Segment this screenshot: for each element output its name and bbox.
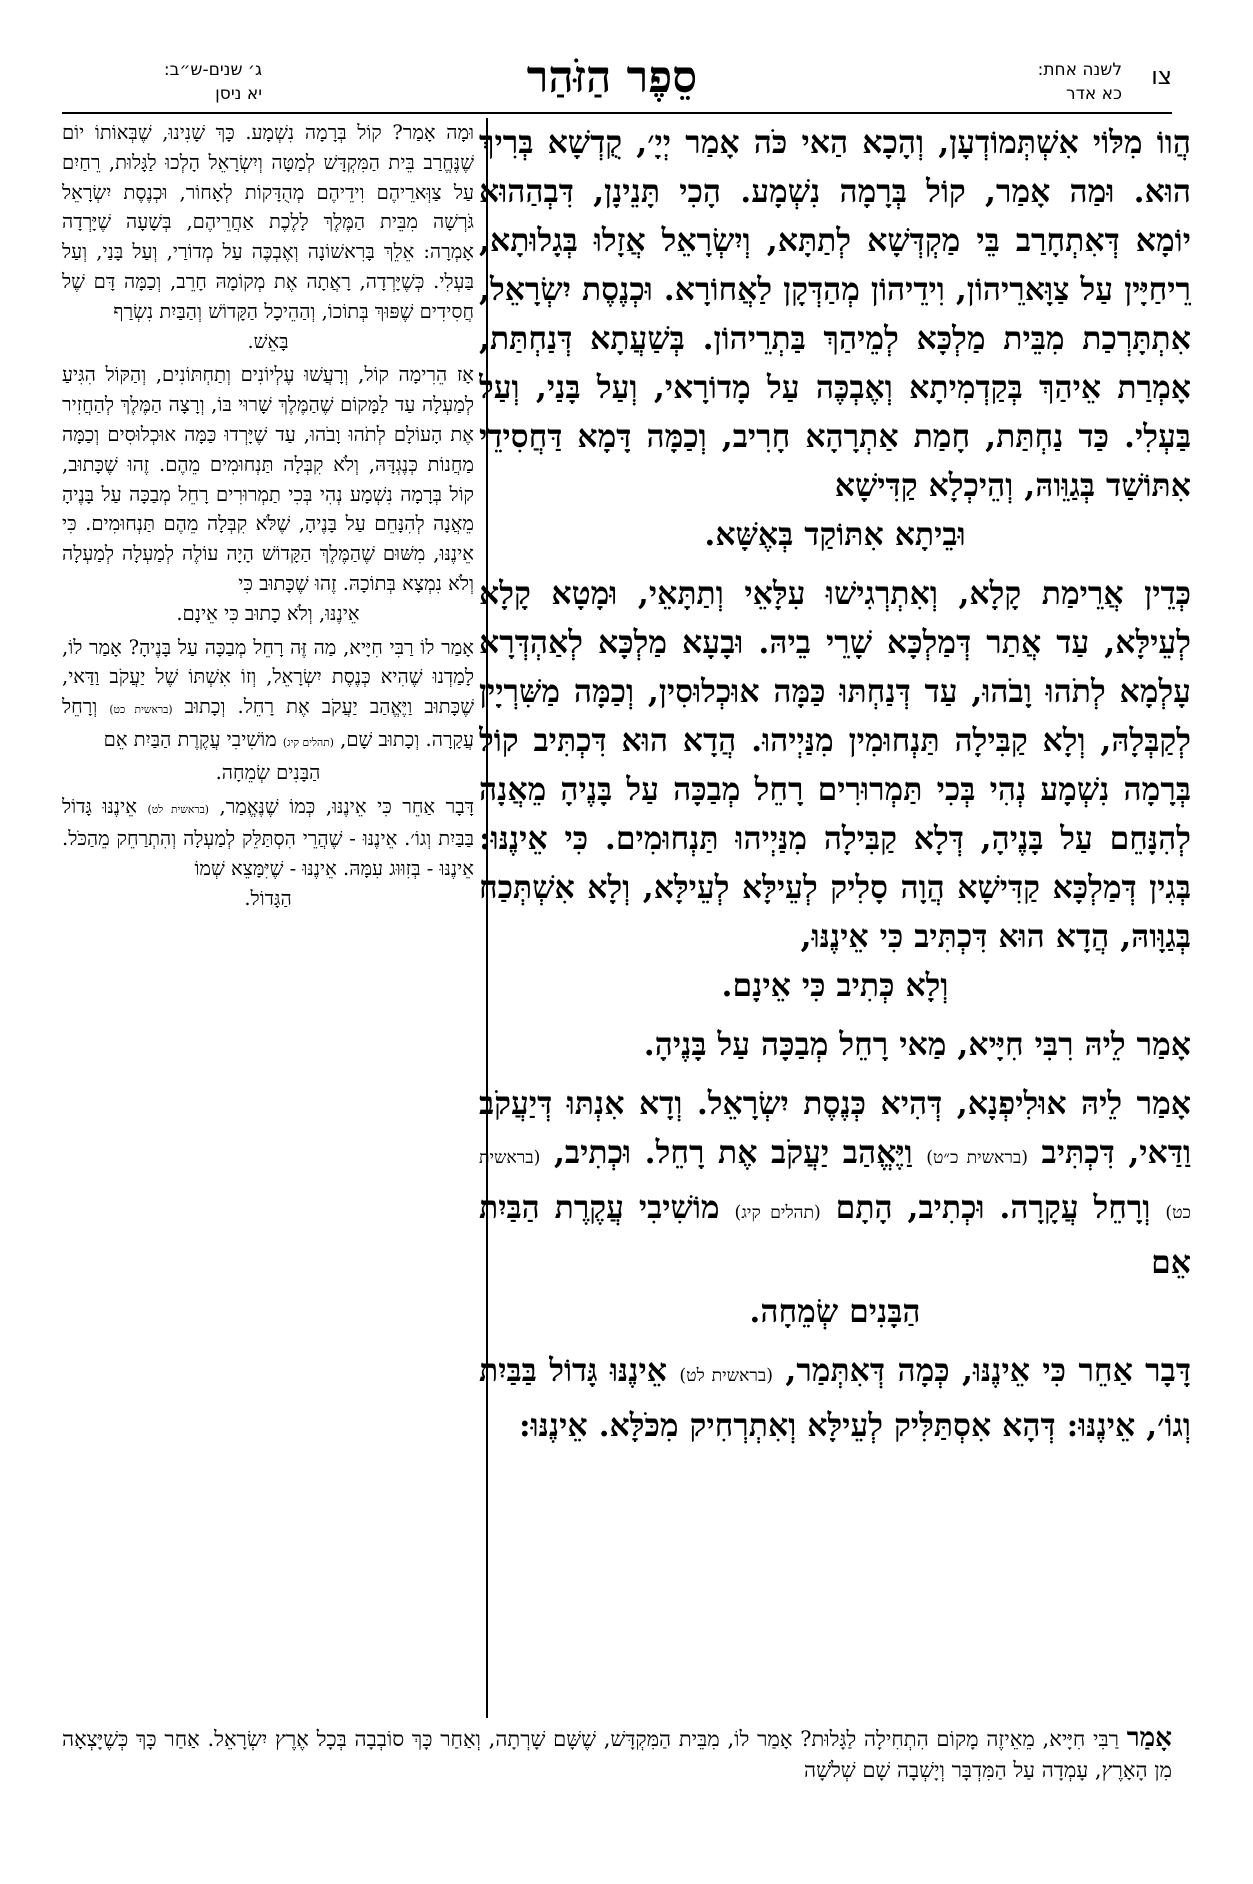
main-p2-end: וְלָא כְּתִיב כִּי אֵינָם.: [721, 967, 949, 1004]
side-s3-text-c: מוֹשִׁיבִי עֲקֶרֶת הַבַּיִת אֵם: [103, 727, 277, 751]
side-s4-ref: (בראשית לט): [147, 802, 209, 816]
bottom-translation: [62, 1722, 1172, 1786]
main-paragraph-1: [479, 118, 1191, 559]
side-s3-ref-1: (בראשית כט): [109, 703, 173, 717]
main-paragraph-5: [479, 1346, 1191, 1450]
main-p4-text-d: מוֹשִׁיבִי עֲקֶרֶת הַבַּיִת אֵם: [479, 1189, 1191, 1281]
side-s3-end: הַבָּנִים שְׂמֵחָה.: [215, 760, 321, 784]
hebrew-translation-column: [62, 118, 474, 1718]
page-header: [62, 50, 1172, 110]
side-paragraph-1: [62, 118, 474, 356]
schedule-three-years-label: ג׳ שנים-ש״ב:: [163, 60, 262, 80]
main-p4-ref-3: (תהלים קיג): [734, 1203, 821, 1223]
main-paragraph-3: [479, 1020, 1191, 1069]
side-s4-text: דָּבָר אַחֵר כִּי אֵינֶנּוּ, כְּמוֹ שֶׁנֶּאֱמַר,: [219, 794, 474, 818]
aramaic-column: [479, 118, 1191, 1873]
header-rule: [62, 112, 1172, 114]
schedule-three-years: [62, 58, 262, 106]
main-p4-end: הַבָּנִים שְׂמֵחָה.: [749, 1293, 921, 1330]
side-s1-text: וּמָה אָמַר? קוֹל בְּרָמָה נִשְׁמָע. כָּךְ שָׁנִינוּ, שֶׁבְּאוֹתוֹ יוֹם שֶׁנֶּחֱרַב בֵּית הַמִּקְדָּשׁ לְמַטָּה וְיִשְׂרָאֵל הָלְכוּ לַגָּלוּת, רֵחַיִם עַל צַוְּארֵיהֶם וִידֵיהֶם מְהֻדָּקוֹת לְאָחוֹר, וּכְנֶסֶת יִשְׂרָאֵל גֹּרְשָׁה מִבֵּית הַמֶּלֶךְ לָלֶכֶת אַחֲרֵיהֶם, בְּשָׁעָה שֶׁיָּרְדָה אָמְרָה: אֵלֵךְ בָּרִאשׁוֹנָה וְאֶבְכֶּה עַל מְדוֹרַי, וְעַל בָּנַי, וְעַל בַּעְלִי. כְּשֶׁיָּרְדָה, רָאֲתָה אֶת מְקוֹמָהּ חָרֵב, וְכַמָּה דָּם שֶׁל חֲסִידִים שֶׁפּוּךְ בְּתוֹכוֹ, וְהַהֵיכָל הַקָּדוֹשׁ וְהַבַּיִת נִשְׂרַף: [62, 121, 474, 323]
main-p5-text: דָּבָר אַחֵר כִּי אֵינֶנּוּ, כְּמָה דְּאִתְּמַר,: [785, 1352, 1191, 1389]
main-p4-ref-2: (בראשית כט): [479, 1148, 1191, 1223]
side-paragraph-2: [62, 360, 474, 628]
side-s2-end: אֵינֶנּוּ, וְלֹא כָתוּב כִּי אֵינָם.: [176, 601, 360, 625]
main-p5-text-b: אֵינֶנּוּ גָּדוֹל בַּבַּיִת וְגוֹ׳, אֵינֶנּוּ: דְּהָא אִסְתַּלִּיק לְעֵילָּא וְאִתְרְחִיק מִכֹּלָּא. אֵינֶנּוּ:: [479, 1352, 1191, 1444]
book-title: סֵפֶר הַזֹּהַר: [526, 52, 698, 103]
main-p1-end: וּבֵיתָא אִתּוֹקַד בְּאֶשָּׁא.: [704, 516, 966, 553]
schedule-one-year-date: כא אדר: [1066, 84, 1122, 104]
schedule-three-years-date: יא ניסן: [215, 84, 262, 104]
schedule-one-year: [1038, 58, 1122, 106]
main-p4-ref-1: (בראשית כ״ט): [926, 1148, 1028, 1168]
side-s2-text: אָז הֵרִימָה קוֹל, וְרָעֲשׁוּ עֶלְיוֹנִים וְתַחְתּוֹנִים, וְהַקּוֹל הִגִּיעַ לְמַעְלָה עַד לַמָּקוֹם שֶׁהַמֶּלֶךְ שָׁרוּי בּוֹ, וְרָצָה הַמֶּלֶךְ לְהַחֲזִיר אֶת הָעוֹלָם לְתֹהוּ וָבֹהוּ, עַד שֶׁיָּרְדוּ כַּמָּה אוּכְלוּסִים וְכַמָּה מַחֲנוֹת כְּנֶגְדָּהּ, וְלֹא קִבְּלָה תַּנְחוּמִים מֵהֶם. זֶהוּ שֶׁכָּתוּב, קוֹל בְּרָמָה נִשְׁמָע נְהִי בְּכִי תַמְרוּרִים רָחֵל מְבַכָּה עַל בָּנֶיהָ מֵאֲנָה לְהִנָּחֵם עַל בָּנֶיהָ, שֶׁלֹּא קִבְּלָה מֵהֶם תַּנְחוּמִים. כִּי אֵינֶנּוּ, מִשּׁוּם שֶׁהַמֶּלֶךְ הַקָּדוֹשׁ הָיָה עוֹלֶה לְמַעְלָה לְמַעְלָה וְלֹא נִמְצָא בְּתוֹכָהּ. זֶהוּ שֶׁכָּתוּב כִּי: [62, 363, 474, 595]
side-s3-text: אָמַר לוֹ רַבִּי חִיָּיא, מַה זֶּה רָחֵל מְבַכָּה עַל בָּנֶיהָ? אָמַר לוֹ, לָמַדְנוּ שֶׁהִיא כְּנֶסֶת יִשְׂרָאֵל, וְזוֹ אִשְׁתּוֹ שֶׁל יַעֲקֹב וַדַּאי, שֶׁכָּתוּב וַיֶּאֱהַב יַעֲקֹב אֶת רָחֵל. וְכָתוּב: [62, 635, 474, 719]
side-paragraph-3: [62, 633, 474, 788]
column-divider: [486, 118, 488, 1718]
side-s4-text-b: אֵינֶנּוּ גָּדוֹל בַּבַּיִת וְגוֹ׳. אֵינֶנּוּ - שֶׁהֲרֵי הִסְתַּלֵּק לְמַעְלָה וְהִתְרַחֵק מֵהַכֹּל. אֵינֶנּוּ - בְּזִוּוּג עִמָּהּ. אֵינֶנּוּ - שֶׁיִּמָּצֵא שְׁמוֹ: [62, 794, 474, 881]
main-p5-ref: (בראשית לט): [679, 1366, 773, 1386]
main-paragraph-2: [479, 569, 1191, 1010]
side-paragraph-4: [62, 792, 474, 914]
side-s3-ref-2: (תהלים קיג): [282, 735, 334, 749]
bottom-lead-word: אָמַר: [1126, 1722, 1172, 1753]
side-s1-end: בָּאֵשׁ.: [247, 329, 289, 353]
side-s4-end: הַגָּדוֹל.: [244, 886, 292, 910]
main-p2-text: כְּדֵין אֲרֵימַת קָלָא, וְאִתְרְגִישׁוּ עִלָּאֵי וְתַתָּאֵי, וּמָטָא קָלָא לְעֵילָּא, עַד אֲתַר דְּמַלְכָּא שָׁרֵי בֵיהּ. וּבָעָא מַלְכָּא לְאַהְדְּרָא עָלְמָא לְתֹהוּ וָבֹהוּ, עַד דְּנַחְתּוּ כַּמָּה אוּכְלוּסִין, וְכַמָּה מַשִּׁרְיָין לְקַבְּלָהּ, וְלָא קַבִּילָה תַּנְחוּמִין מִנַּיְיהוּ. הֲדָא הוּא דִּכְתִּיב קוֹל בְּרָמָה נִשְׁמָע נְהִי בְּכִי תַּמְרוּרִים רָחֵל מְבַכָּה עַל בָּנֶיהָ מֵאֲנָה לְהִנָּחֵם עַל בָּנֶיהָ, דְּלָא קַבִּילָה מִנַּיְיהוּ תַּנְחוּמִים. כִּי אֵינֶנּוּ: בְּגִין דְּמַלְכָּא קַדִּישָׁא הֲוָה סָלִיק לְעֵילָּא לְעֵילָּא, וְלָא אִשְׁתְּכַח בְּגַוָּוהּ, הֲדָא הוּא דִּכְתִּיב כִּי אֵינֶנּוּ,: [479, 575, 1191, 955]
main-p4-text-c: וְרָחֵל עֲקָרָה. וּכְתִיב, הָתָם: [835, 1189, 1151, 1226]
page-number: צו: [1151, 62, 1172, 90]
main-p1-text: הֲווֹ מִלּוֹי אִשְׁתְּמוֹדְעָן, וְהָכָא הַאי כֹּה אָמַר יְיָ׳, קֻדְשָׁא בְּרִיךְ הוּא. וּמַה אָמַר, קוֹל בְּרָמָה נִשְׁמָע. הָכִי תָּנֵינָן, דִּבְהַהוּא יוֹמָא דְּאִתְחָרַב בֵּי מַקְדְּשָׁא לְתַתָּא, וְיִשְׂרָאֵל אֲזָלוּ בְּגָלוּתָא, רֵיחַיָּין עַל צַוָּארֵיהוֹן, וִידֵיהוֹן מְהַדְּקָן לַאֲחוֹרָא. וּכְנֶסֶת יִשְׂרָאֵל, אִתְתָּרְכַת מִבֵּית מַלְכָּא לְמֵיהַךְ בַּתְרֵיהוֹן. בְּשַׁעֲתָא דְּנַחְתַּת, אָמְרַת אֵיהַךְ בְּקַדְמִיתָא וְאֶבְכֶּה עַל מָדוֹרָאי, וְעַל בָּנַי, וְעַל בַּעְלִי. כַּד נַחְתַּת, חָמַת אַתְרָהָא חָרִיב, וְכַמָּה דָּמָא דַּחֲסִידֵי אִתּוֹשַׁד בְּגַוֵּוהּ, וְהֵיכְלָא קַדִּישָׁא: [479, 124, 1191, 504]
main-p4-text: אָמַר לֵיהּ אוּלִיפְנָא, דְּהִיא כְּנֶסֶת יִשְׂרָאֵל. וְדָא אִנְתּוּ דְּיַעֲקֹב וַדַּאי, דִּכְתִּיב: [479, 1085, 1191, 1171]
main-paragraph-4: [479, 1079, 1191, 1336]
main-p3-text: אָמַר לֵיהּ רִבִּי חִיָּיא, מַאי רָחֵל מְבַכָּה עַל בָּנֶיהָ.: [643, 1026, 1191, 1063]
schedule-one-year-label: לשנה אחת:: [1037, 60, 1122, 80]
main-p4-text-b: וַיֶּאֱהַב יַעֲקֹב אֶת רָחֵל. וּכְתִיב,: [553, 1134, 913, 1171]
bottom-text: רַבִּי חִיָּיא, מֵאֵיזֶה מָקוֹם הִתְחִילָה לַגָּלוּת? אָמַר לוֹ, מִבֵּית הַמִּקְדָּשׁ, שֶׁשָּׁם שָׁרְתָה, וְאַחַר כָּךְ סוֹבְבָה בְּכָל אֶרֶץ יִשְׂרָאֵל. אַחַר כָּךְ כְּשֶׁיָּצְאָה מִן הָאָרֶץ, עָמְדָה עַל הַמִּדְבָּר וְיָשְׁבָה שָׁם שְׁלֹשָׁה: [62, 1727, 1172, 1782]
side-s3-text-b: וְרָחֵל עֲקָרָה. וְכָתוּב שָׁם,: [62, 695, 474, 751]
